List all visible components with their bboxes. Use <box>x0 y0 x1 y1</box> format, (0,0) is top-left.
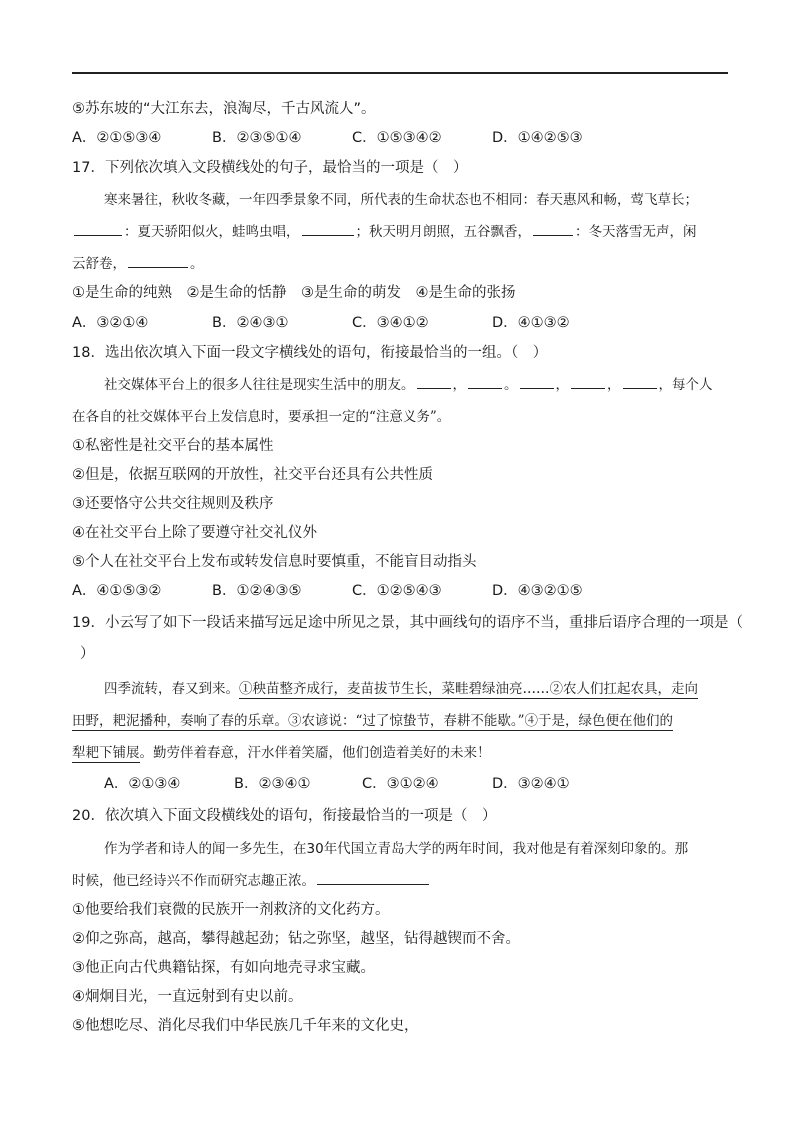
q20-passage-line-2 <box>72 870 734 892</box>
q17-stem <box>72 157 734 179</box>
q18-blank-3[interactable] <box>520 374 554 389</box>
q19-stem-end: ） <box>80 646 95 662</box>
q18-option-c[interactable]: C．①②⑤④③ <box>352 583 442 599</box>
q17-passage-line-2 <box>72 221 734 243</box>
q18-stem <box>72 342 734 364</box>
q20-passage-2: 时候，他已经诗兴不作而研究志趣正浓。 <box>72 873 315 889</box>
q20-passage-1a: 作为学者和诗人的闻一多先生，在 <box>104 841 307 857</box>
q20-item-5: ⑤他想吃尽、消化尽我们中华民族几千年来的文化史， <box>72 1018 419 1034</box>
q20-stem-text: 依次填入下面文段横线处的语句，衔接最恰当的一项是（ ） <box>104 808 497 824</box>
q17-passage-3b: 。 <box>190 256 204 272</box>
q17-number: 17． <box>72 160 105 176</box>
q18-sep-1: ， <box>452 377 466 393</box>
prev-item-5: ⑤苏东坡的“大江东去，浪淘尽，千古风流人”。 <box>72 101 376 117</box>
q20-passage-line-1 <box>104 838 734 860</box>
q17-blank-2[interactable] <box>302 221 354 236</box>
q18-sep-3: ， <box>555 377 569 393</box>
q16-option-c[interactable]: C．①⑤③④② <box>352 130 442 146</box>
q18-options <box>72 580 734 602</box>
q17-option-b[interactable]: B．②④③① <box>212 315 289 331</box>
q18-passage-1a: 社交媒体平台上的很多人往往是现实生活中的朋友。 <box>104 377 415 393</box>
q18-passage-line-1 <box>104 374 734 396</box>
q18-item-4: ④在社交平台上除了要遵守社交礼仪外 <box>72 525 317 541</box>
q17-passage-2b: ；秋天明月朗照，五谷飘香， <box>355 224 531 240</box>
q17-option-c[interactable]: C．③④①② <box>352 315 429 331</box>
q18-item-3: ③还要恪守公共交往规则及秩序 <box>72 496 274 512</box>
q19-stem-text: 小云写了如下一段话来描写远足途中所见之景，其中画线句的语序不当，重排后语序合理的一项是（ <box>104 615 743 631</box>
q20-item-1: ①他要给我们衰微的民族开一剂救济的文化药方。 <box>72 902 390 918</box>
q20-number: 20． <box>72 808 105 824</box>
q16-option-d[interactable]: D．①④②⑤③ <box>492 130 583 146</box>
q18-option-d[interactable]: D．④③②①⑤ <box>492 583 583 599</box>
q18-sep-4: ， <box>607 377 621 393</box>
q19-option-b[interactable]: B．②③④① <box>234 776 311 792</box>
q19-underlined-1: ①秧苗整齐成行，麦苗拔节生长，菜畦碧绿油亮……②农人们扛起农具，走向 <box>239 681 698 697</box>
q18-passage-1b: ，每个人 <box>658 377 713 393</box>
q19-passage-1a: 四季流转，春又到来。 <box>104 681 239 697</box>
q19-passage-line-3 <box>72 742 734 764</box>
q18-stem-text: 选出依次填入下面一段文字横线处的语句，衔接最恰当的一组。（ ） <box>104 345 548 361</box>
q17-passage-2a: ：夏天骄阳似火，蛙鸣虫唱， <box>124 224 300 240</box>
q19-stem <box>72 612 743 634</box>
q20-passage-number: 30 <box>306 841 324 857</box>
q17-passage-2c: ：冬天落雪无声，闲 <box>575 224 697 240</box>
q16-option-a[interactable]: A．②①⑤③④ <box>72 130 162 146</box>
q18-blank-2[interactable] <box>468 374 502 389</box>
q18-item-2: ②但是，依据互联网的开放性，社交平台还具有公共性质 <box>72 467 433 483</box>
q19-option-a[interactable]: A．②①③④ <box>104 776 181 792</box>
q16-option-b[interactable]: B．②③⑤①④ <box>212 130 302 146</box>
q19-option-c[interactable]: C．③①②④ <box>362 776 439 792</box>
q19-number: 19． <box>72 615 105 631</box>
q18-blank-4[interactable] <box>571 374 605 389</box>
q18-item-5: ⑤个人在社交平台上发布或转发信息时要慎重，不能盲目动指头 <box>72 554 477 570</box>
q17-blank-4[interactable] <box>128 253 188 268</box>
q17-option-a[interactable]: A．③②①④ <box>72 315 149 331</box>
q19-underlined-2: 田野，耙泥播种，奏响了春的乐章。③农谚说：“过了惊蛰节，春耕不能歇。”④于是，绿色便在他们的 <box>72 713 674 729</box>
q18-number: 18． <box>72 345 105 361</box>
q18-item-1: ①私密性是社交平台的基本属性 <box>72 438 274 454</box>
q17-passage-line-3 <box>72 253 734 275</box>
q19-option-d[interactable]: D．③②④① <box>492 776 570 792</box>
q17-option-d[interactable]: D．④①③② <box>492 315 570 331</box>
q20-item-3: ③他正向古代典籍钻探，有如向地壳寻求宝藏。 <box>72 960 375 976</box>
q18-blank-5[interactable] <box>623 374 657 389</box>
header-rule <box>72 72 728 74</box>
q17-blank-3[interactable] <box>533 221 573 236</box>
q18-passage-line-2: 在各自的社交媒体平台上发信息时，要承担一定的“注意义务”。 <box>72 409 451 425</box>
q16-options <box>72 127 734 149</box>
q19-passage-line-1 <box>104 678 734 700</box>
q19-underlined-3: 犁耙下铺展 <box>72 745 140 761</box>
q19-passage-line-2 <box>72 710 734 732</box>
q18-blank-1[interactable] <box>417 374 451 389</box>
q20-blank[interactable] <box>317 870 429 885</box>
q17-items: ①是生命的纯熟 ②是生命的恬静 ③是生命的萌发 ④是生命的张扬 <box>72 285 516 301</box>
q18-sep-2: 。 <box>504 377 518 393</box>
q20-item-2: ②仰之弥高，越高，攀得越起劲；钻之弥坚，越坚，钻得越锲而不舍。 <box>72 931 520 947</box>
q17-passage-3a: 云舒卷， <box>72 256 126 272</box>
q20-passage-1b: 年代国立青岛大学的两年时间，我对他是有着深刻印象的。那 <box>323 841 689 857</box>
q20-item-4: ④炯炯目光，一直远射到有史以前。 <box>72 989 303 1005</box>
q17-passage-line-1: 寒来暑往，秋收冬藏，一年四季景象不同，所代表的生命状态也不相同：春天惠风和畅，莺飞草长； <box>104 192 698 208</box>
q19-passage-3b: 。勤劳伴着春意，汗水伴着笑靥，他们创造着美好的未来！ <box>139 745 491 761</box>
q18-option-a[interactable]: A．④①⑤③② <box>72 583 162 599</box>
q19-options <box>104 773 734 795</box>
q17-blank-1[interactable] <box>74 221 122 236</box>
q17-stem-text: 下列依次填入文段横线处的句子，最恰当的一项是（ ） <box>104 160 468 176</box>
q17-options <box>72 312 734 334</box>
q20-stem <box>72 805 734 827</box>
q18-option-b[interactable]: B．①②④③⑤ <box>212 583 302 599</box>
